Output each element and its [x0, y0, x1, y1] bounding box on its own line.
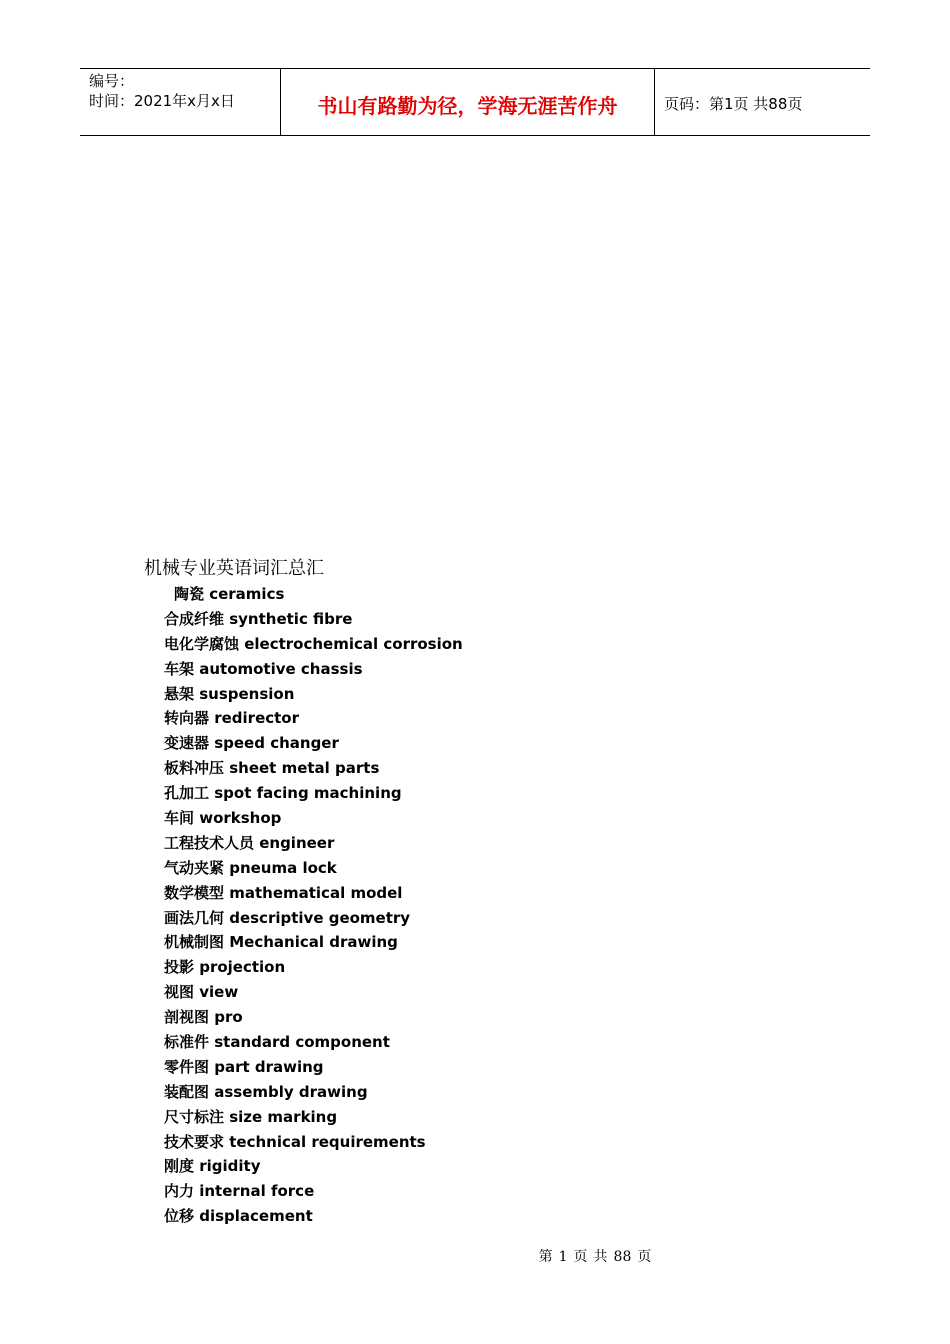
term-item: 合成纤维 synthetic fibre — [164, 609, 353, 628]
term-item: 车间 workshop — [164, 809, 282, 828]
footer-di: 第 — [538, 1249, 553, 1265]
term-item: 视图 view — [164, 983, 239, 1002]
term-item: 车架 automotive chassis — [164, 659, 363, 678]
term-item: 标准件 standard component — [164, 1033, 390, 1052]
term-item: 画法几何 descriptive geometry — [164, 908, 411, 927]
term-item: 尺寸标注 size marking — [164, 1107, 338, 1126]
term-item: 机械制图 Mechanical drawing — [164, 933, 398, 952]
term-item: 零件图 part drawing — [164, 1057, 324, 1076]
document-time-label: 时间：2021年x月x日 — [89, 92, 235, 110]
footer-ye: 页 — [573, 1249, 588, 1265]
term-item: 气动夹紧 pneuma lock — [164, 858, 337, 877]
term-item: 技术要求 technical requirements — [164, 1132, 426, 1151]
header-motto: 书山有路勤为径，学海无涯苦作舟 — [281, 69, 655, 135]
term-item: 电化学腐蚀 electrochemical corrosion — [164, 634, 463, 653]
footer-page-number: 1 — [558, 1249, 568, 1265]
term-item: 孔加工 spot facing machining — [164, 784, 402, 803]
term-item: 数学模型 mathematical model — [164, 883, 403, 902]
page-footer — [0, 1246, 950, 1266]
term-item: 陶瓷 ceramics — [174, 585, 285, 603]
term-item: 内力 internal force — [164, 1182, 315, 1201]
header-page-info: 页码：第1页 共88页 — [664, 94, 803, 113]
term-list — [164, 582, 463, 1229]
term-item: 位移 displacement — [164, 1207, 313, 1226]
document-number-label: 编号： — [89, 72, 135, 90]
header-meta-cell — [80, 69, 281, 135]
footer-gong: 共 — [593, 1249, 608, 1265]
footer-ye-2: 页 — [637, 1249, 652, 1265]
term-item: 悬架 suspension — [164, 684, 295, 703]
term-item: 投影 projection — [164, 958, 286, 977]
page-header — [80, 68, 870, 136]
term-item: 剖视图 pro — [164, 1008, 243, 1027]
term-item: 变速器 speed changer — [164, 734, 339, 753]
term-item: 工程技术人员 engineer — [164, 833, 335, 852]
footer-total-pages: 88 — [613, 1249, 632, 1265]
term-item: 装配图 assembly drawing — [164, 1082, 368, 1101]
term-item: 刚度 rigidity — [164, 1157, 261, 1176]
term-item: 板料冲压 sheet metal parts — [164, 759, 380, 778]
term-item: 转向器 redirector — [164, 709, 300, 728]
document-title: 机械专业英语词汇总汇 — [144, 558, 324, 579]
